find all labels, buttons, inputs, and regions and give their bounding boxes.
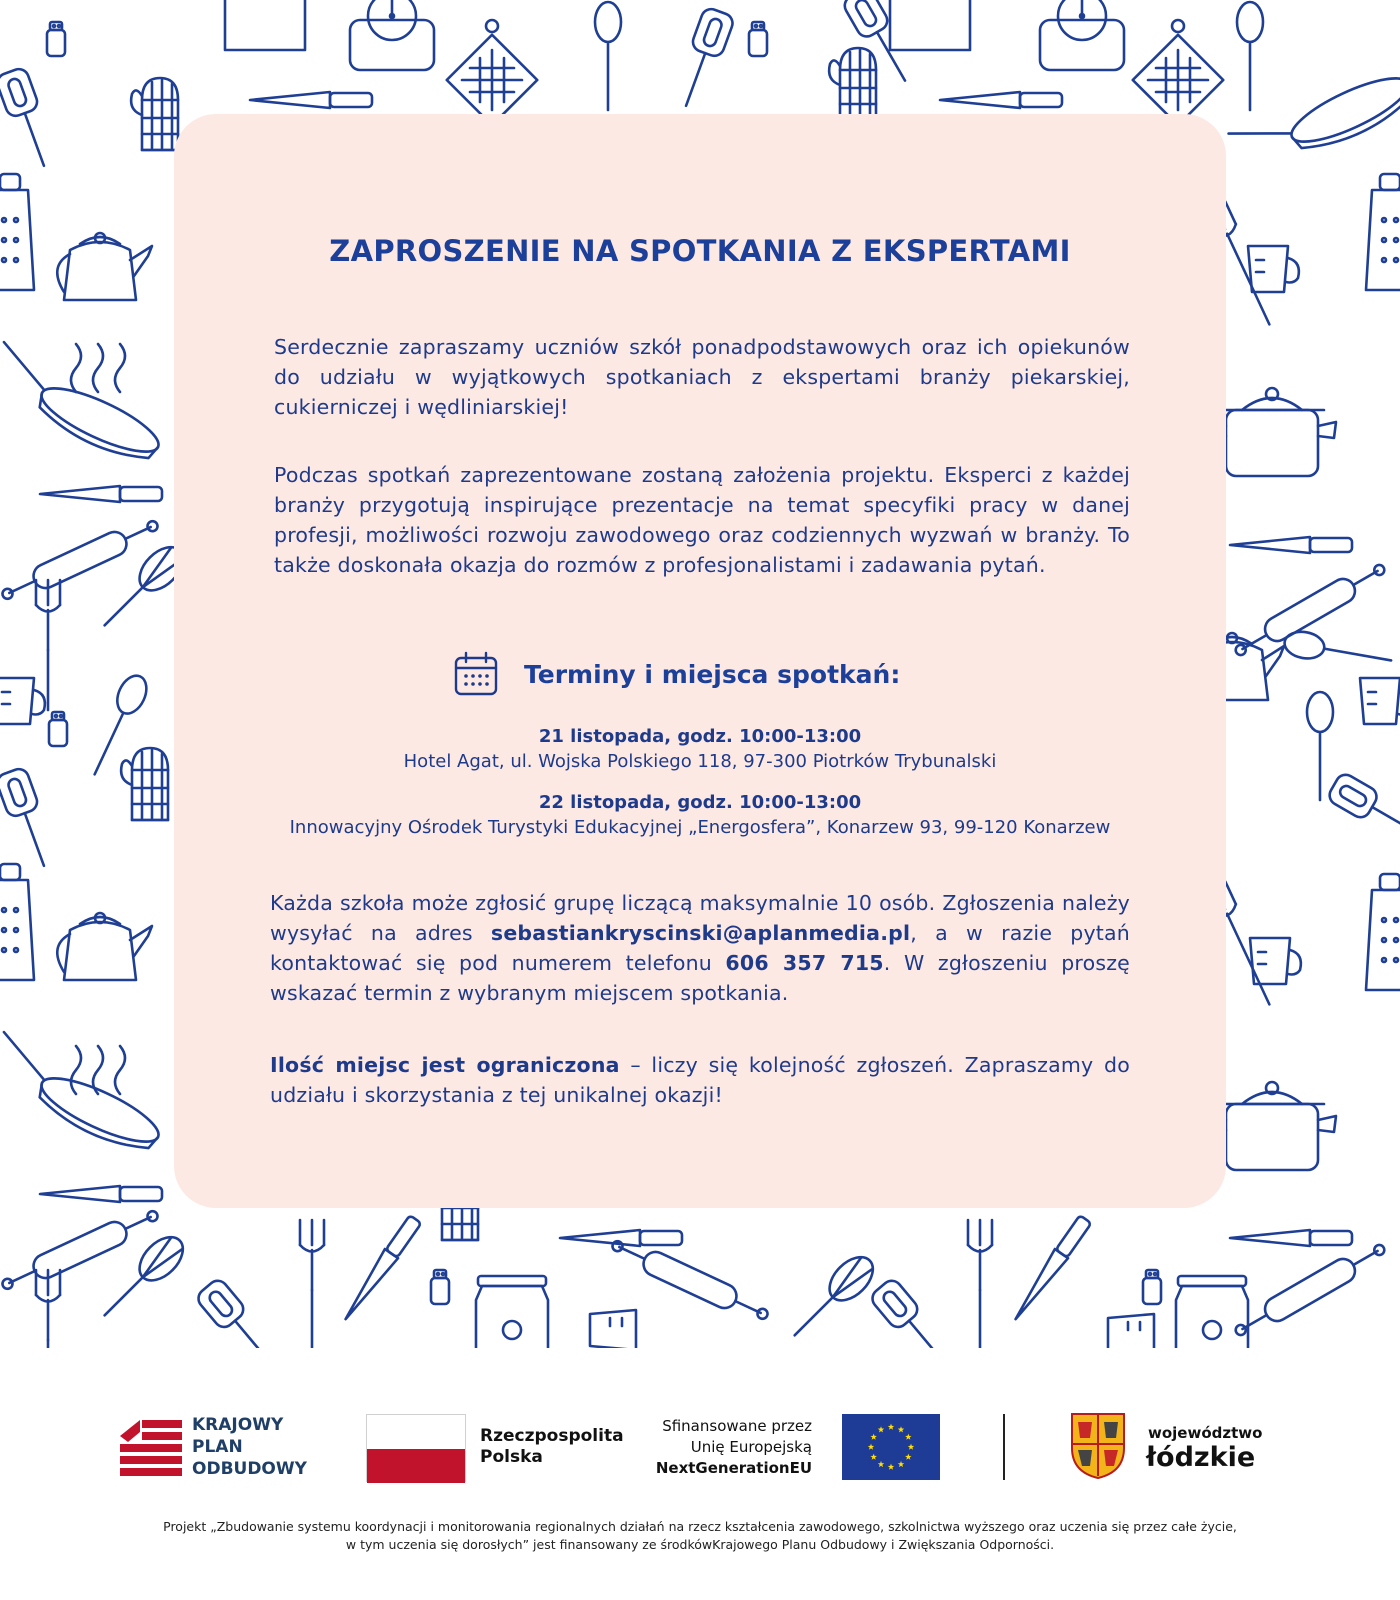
- disclaimer-line: Projekt „Zbudowanie systemu koordynacji i monitorowania regionalnych działań na rzecz kształcenia zawodowego, szkolnictwa wyższego oraz uczenia się przez całe życie,: [163, 1519, 1237, 1534]
- kpo-line: ODBUDOWY: [192, 1459, 307, 1479]
- registration-text: . W zgłoszeniu proszę wskazać termin z wybranym miejscem spotkania.: [270, 951, 1130, 1005]
- kpo-line: PLAN: [192, 1437, 243, 1457]
- rp-line: Rzeczpospolita: [480, 1426, 624, 1446]
- meeting-place: Hotel Agat, ul. Wojska Polskiego 118, 97-300 Piotrków Trybunalski: [403, 751, 997, 772]
- lodzkie-coat-of-arms-icon: [1068, 1410, 1128, 1480]
- meeting-date: 21 listopada, godz. 10:00-13:00: [538, 726, 862, 747]
- rp-line: Polska: [480, 1447, 543, 1467]
- project-disclaimer: [60, 1518, 1340, 1554]
- kpo-line: KRAJOWY: [192, 1415, 284, 1435]
- disclaimer-line: w tym uczenia się dorosłych” jest finansowany ze środkówKrajowego Planu Odbudowy i Zwiększania Odporności.: [345, 1537, 1055, 1552]
- polish-flag-icon: [366, 1414, 466, 1482]
- invitation-title: ZAPROSZENIE NA SPOTKANIA Z EKSPERTAMI: [329, 234, 1071, 268]
- kpo-logo-icon: [120, 1416, 182, 1482]
- limited-seats-note: Ilość miejsc jest ograniczona: [270, 1053, 620, 1077]
- eu-line: Sfinansowane przez: [662, 1417, 812, 1435]
- meeting-item: [174, 790, 1226, 840]
- rp-logo-text: [480, 1426, 624, 1468]
- invitation-card: [174, 114, 1226, 1208]
- meeting-place: Innowacyjny Ośrodek Turystyki Edukacyjnej „Energosfera”, Konarzew 93, 99-120 Konarzew: [289, 817, 1111, 838]
- registration-text: Każda szkoła może zgłosić grupę liczącą maksymalnie 10 osób. Zgłoszenia należy wysyłać na adres: [270, 891, 1130, 945]
- meeting-item: [174, 724, 1226, 774]
- calendar-icon: [452, 650, 500, 698]
- terms-heading-label: Terminy i miejsca spotkań:: [524, 659, 901, 689]
- eu-logo-text: [656, 1416, 812, 1479]
- contact-email[interactable]: sebastiankryscinski@aplanmedia.pl: [490, 921, 911, 945]
- meeting-date: 22 listopada, godz. 10:00-13:00: [538, 792, 862, 813]
- kpo-logo: [120, 1414, 330, 1486]
- terms-heading: [452, 650, 900, 698]
- lodzkie-logo: [1068, 1410, 1268, 1486]
- contact-phone[interactable]: 606 357 715: [725, 951, 884, 975]
- kpo-logo-text: [192, 1414, 307, 1480]
- intro-paragraph: Serdecznie zapraszamy uczniów szkół ponadpodstawowych oraz ich opiekunów do udziału w wyjątkowych spotkaniach z ekspertami branży piekarskiej, cukierniczej i wędliniarskiej!: [274, 335, 1130, 419]
- eu-logo: [640, 1414, 940, 1482]
- footer-separator: [1003, 1414, 1005, 1480]
- eu-line: NextGenerationEU: [655, 1459, 812, 1477]
- region-label-small: województwo: [1148, 1424, 1263, 1442]
- region-label-large: łódzkie: [1146, 1442, 1256, 1473]
- description-paragraph: Podczas spotkań zaprezentowane zostaną założenia projektu. Eksperci z każdej branży przygotują inspirujące prezentacje na temat specyfiki pracy w danej profesji, możliwości rozwoju zawodowego oraz codziennych wyzwań w branży. To także doskonała okazja do rozmów z profesjonalistami i zadawania pytań.: [274, 463, 1130, 577]
- registration-text: , a w razie pytań kontaktować się pod numerem telefonu: [270, 921, 1130, 975]
- footer: [0, 1348, 1400, 1600]
- closing-text: – liczy się kolejność zgłoszeń. Zapraszamy do udziału i skorzystania z tej unikalnej okazji!: [270, 1053, 1130, 1107]
- rp-logo: [366, 1414, 626, 1482]
- registration-paragraph: [270, 888, 1130, 1008]
- closing-paragraph: [270, 1050, 1130, 1110]
- eu-flag-icon: [842, 1414, 940, 1480]
- eu-line: Unię Europejską: [690, 1438, 812, 1456]
